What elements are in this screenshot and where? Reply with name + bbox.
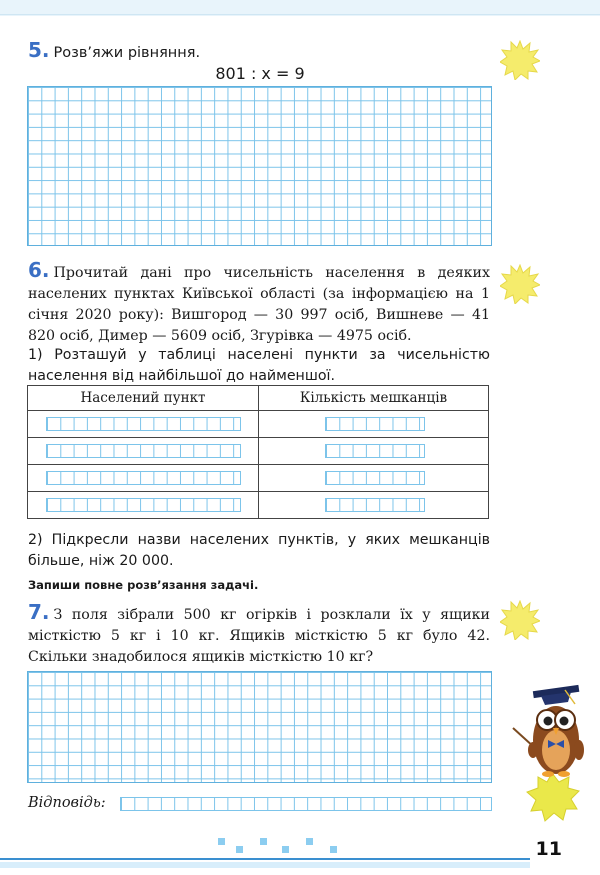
task5-equation: 801 : x = 9 bbox=[215, 64, 305, 83]
decor-square bbox=[260, 838, 267, 845]
sun-icon bbox=[500, 264, 540, 304]
task5-title bbox=[28, 38, 200, 62]
population-table bbox=[27, 385, 489, 519]
task5-answer-grid[interactable] bbox=[27, 86, 492, 246]
decor-square bbox=[236, 846, 243, 853]
table-row bbox=[28, 438, 489, 465]
residents-input[interactable] bbox=[325, 471, 425, 485]
task6-number: 6. bbox=[28, 258, 50, 282]
task7-text bbox=[28, 602, 490, 668]
settlement-input[interactable] bbox=[46, 417, 241, 431]
task5-number: 5. bbox=[28, 38, 50, 62]
page-number: 11 bbox=[535, 838, 562, 860]
footer-rule bbox=[0, 858, 530, 860]
task6-sub1: 1) Розташуй у таблиці населені пункти за чисельністю населення від найбільшої до найменшої. bbox=[28, 347, 490, 384]
task7-answer-grid[interactable] bbox=[27, 671, 492, 783]
table-row bbox=[28, 411, 489, 438]
settlement-input[interactable] bbox=[46, 444, 241, 458]
table-header-residents: Кількість мешканців bbox=[259, 386, 489, 411]
residents-input[interactable] bbox=[325, 417, 425, 431]
decor-square bbox=[218, 838, 225, 845]
sun-icon bbox=[500, 40, 540, 80]
residents-input[interactable] bbox=[325, 444, 425, 458]
decor-square bbox=[306, 838, 313, 845]
settlement-input[interactable] bbox=[46, 471, 241, 485]
answer-label: Відповідь: bbox=[28, 795, 106, 811]
table-row bbox=[28, 465, 489, 492]
task6-sub2: 2) Підкресли назви населених пунктів, у яких мешканців більше, ніж 20 000. bbox=[28, 532, 490, 569]
decor-square bbox=[330, 846, 337, 853]
settlement-input[interactable] bbox=[46, 498, 241, 512]
sun-icon bbox=[500, 600, 540, 640]
task6-body: Прочитай дані про чисельність населення в деяких населених пунктах Київської області (за інформацією на 1 січня 2020 року): Вишгород — 30 997 осіб, Вишневе — 41 820 осіб, Димер — 5609 осіб, Згурівка — 4975 осіб. bbox=[28, 265, 490, 344]
task5-heading: Розв’яжи рівняння. bbox=[53, 45, 201, 61]
top-band bbox=[0, 0, 600, 16]
task6-text bbox=[28, 260, 490, 347]
decor-square bbox=[282, 846, 289, 853]
solution-instruction: Запиши повне розв’язання задачі. bbox=[28, 578, 259, 592]
table-header-settlement: Населений пункт bbox=[28, 386, 259, 411]
task7-body: З поля зібрали 500 кг огірків і розклали їх у ящики місткістю 5 кг і 10 кг. Ящиків місткістю 5 кг було 42. Скільки знадобилося ящиків місткістю 10 кг? bbox=[28, 607, 490, 665]
footer-band bbox=[0, 862, 530, 868]
table-row bbox=[28, 492, 489, 519]
owl-mascot-icon bbox=[505, 678, 600, 828]
answer-input[interactable] bbox=[120, 797, 492, 811]
task7-number: 7. bbox=[28, 600, 50, 624]
residents-input[interactable] bbox=[325, 498, 425, 512]
